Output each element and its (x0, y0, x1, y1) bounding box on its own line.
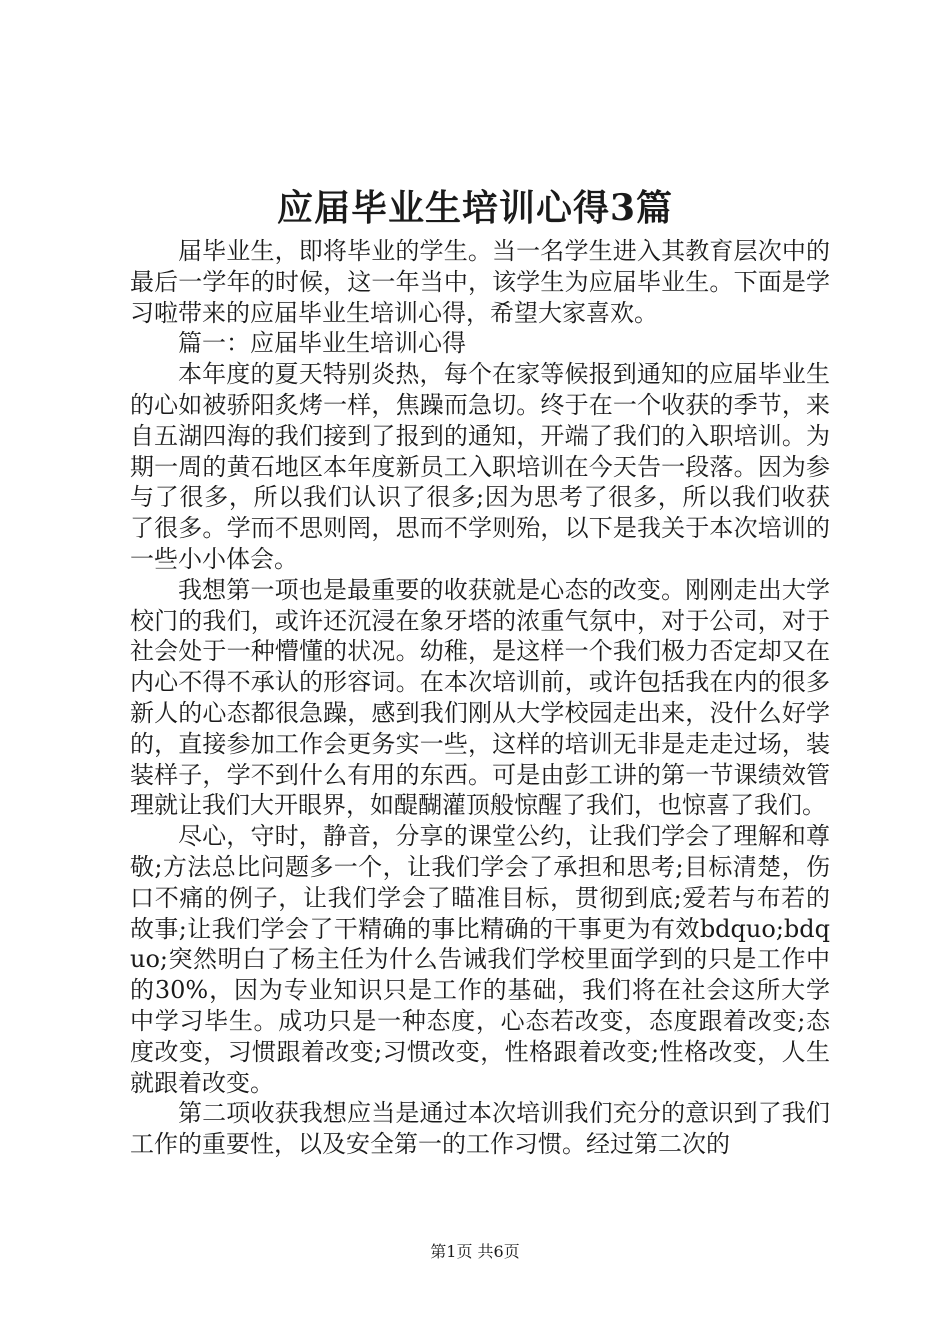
paragraph: 本年度的夏天特别炎热，每个在家等候报到通知的应届毕业生的心如被骄阳炙烤一样，焦躁而急切。终于在一个收获的季节，来自五湖四海的我们接到了报到的通知，开端了我们的入职培训。为期一周的黄石地区本年度新员工入职培训在今天告一段落。因为参与了很多，所以我们认识了很多;因为思考了很多，所以我们收获了很多。学而不思则罔，思而不学则殆，以下是我关于本次培训的一些小小体会。 (130, 360, 830, 573)
section-heading: 篇一：应届毕业生培训心得 (178, 329, 466, 358)
page-number-footer: 第1页 共6页 (430, 1242, 520, 1261)
paragraph: 我想第一项也是最重要的收获就是心态的改变。刚刚走出大学校门的我们，或许还沉浸在象牙塔的浓重气氛中，对于公司，对于社会处于一种懵懂的状况。幼稚，是这样一个我们极力否定却又在内心不得不承认的形容词。在本次培训前，或许包括我在内的很多新人的心态都很急躁，感到我们刚从大学校园走出来，没什么好学的，直接参加工作会更务实一些，这样的培训无非是走走过场，装装样子，学不到什么有用的东西。可是由彭工讲的第一节课绩效管理就让我们大开眼界，如醍醐灌顶般惊醒了我们，也惊喜了我们。 (130, 575, 830, 820)
paragraph: 第二项收获我想应当是通过本次培训我们充分的意识到了我们工作的重要性，以及安全第一的工作习惯。经过第二次的 (130, 1099, 830, 1159)
document-body (130, 236, 830, 1160)
paragraph-intro: 届毕业生，即将毕业的学生。当一名学生进入其教育层次中的最后一学年的时候，这一年当中，该学生为应届毕业生。下面是学习啦带来的应届毕业生培训心得，希望大家喜欢。 (130, 237, 830, 327)
document-title: 应届毕业生培训心得3篇 (276, 187, 674, 229)
paragraph: 尽心，守时，静音，分享的课堂公约，让我们学会了理解和尊敬;方法总比问题多一个，让我们学会了承担和思考;目标清楚，伤口不痛的例子，让我们学会了瞄准目标，贯彻到底;爱若与布若的故事;让我们学会了干精确的事比精确的干事更为有效bdquo;bdquo;突然明白了杨主任为什么告诫我们学校里面学到的只是工作中的30%，因为专业知识只是工作的基础，我们将在社会这所大学中学习毕生。成功只是一种态度，心态若改变，态度跟着改变;态度改变，习惯跟着改变;习惯改变，性格跟着改变;性格改变，人生就跟着改变。 (130, 822, 830, 1097)
